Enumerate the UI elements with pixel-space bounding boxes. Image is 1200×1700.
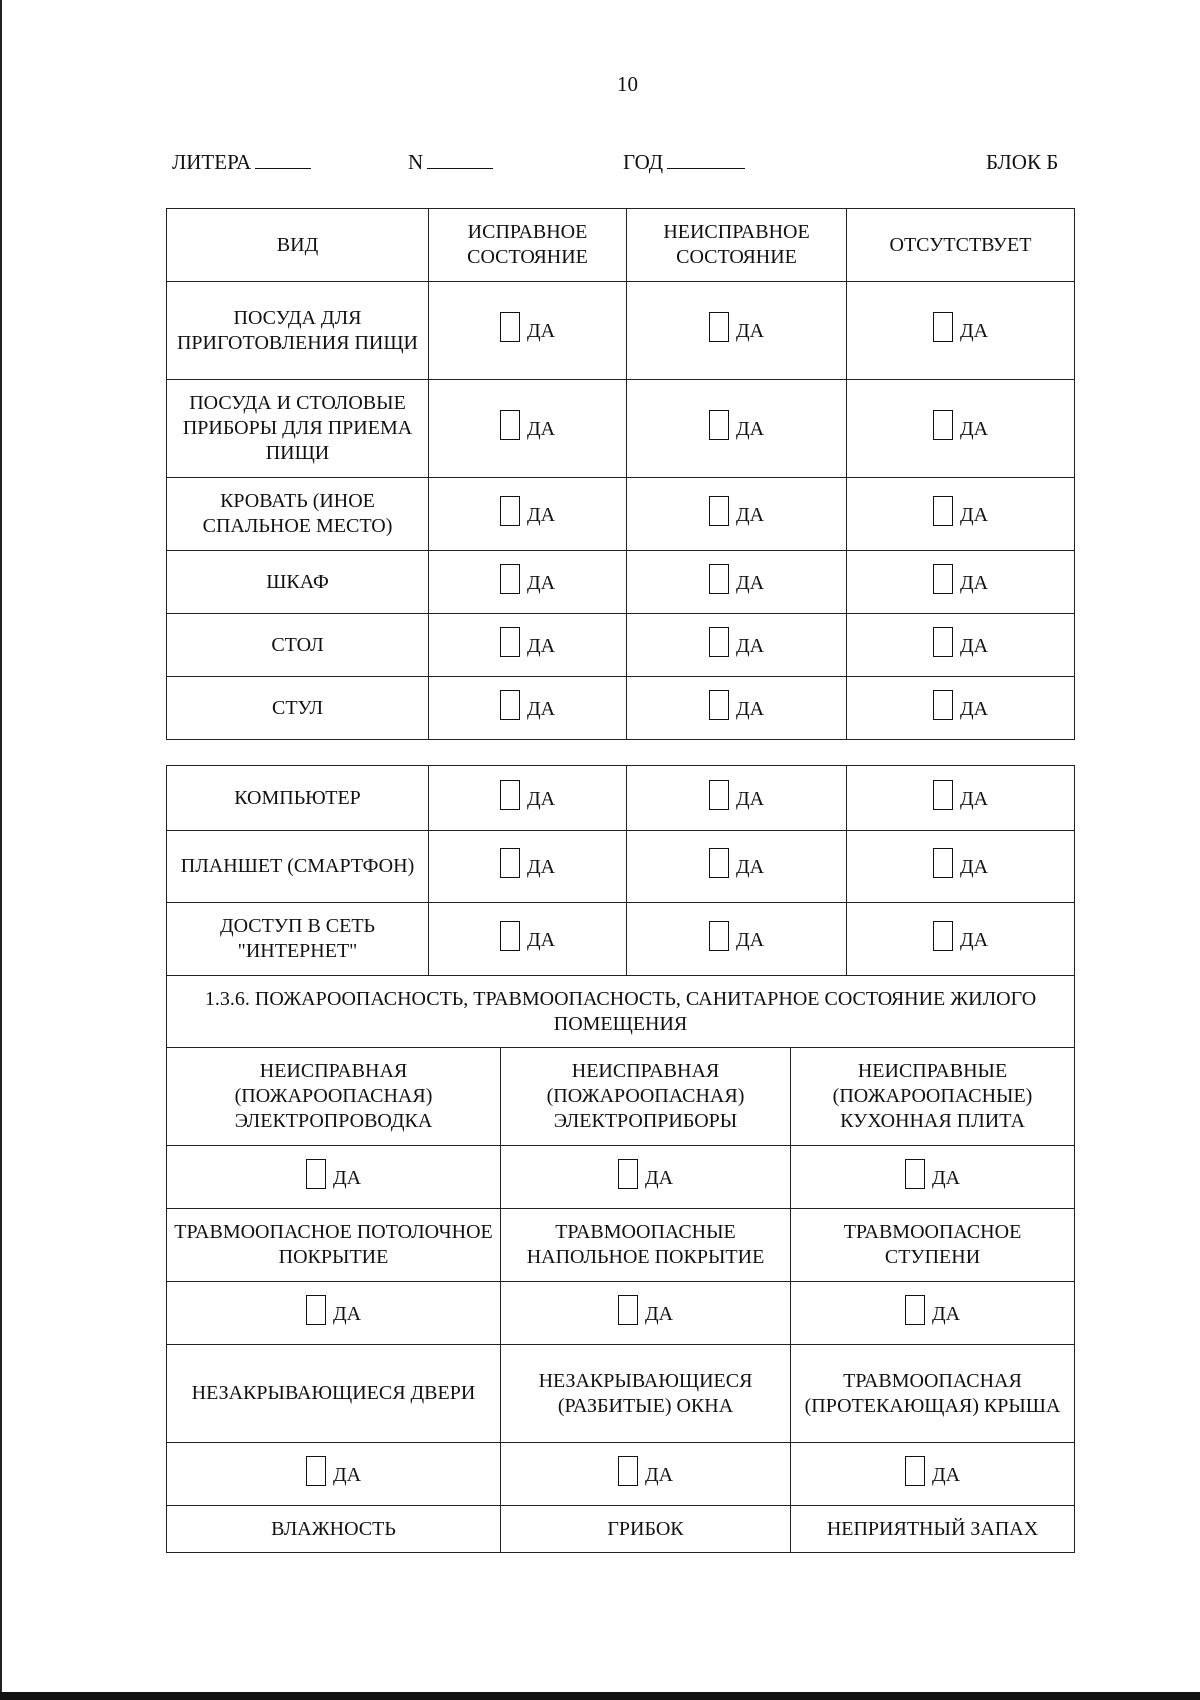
- checkbox-label: ДА: [526, 787, 556, 810]
- checkbox-label: ДА: [959, 571, 989, 594]
- yes-checkbox[interactable]: [709, 848, 764, 878]
- table-row: [167, 380, 1075, 478]
- column-header-working: ИСПРАВНОЕ СОСТОЯНИЕ: [429, 209, 627, 282]
- checkbox-label: ДА: [735, 697, 765, 720]
- number-field[interactable]: [408, 150, 493, 175]
- checkbox-box[interactable]: [709, 564, 729, 594]
- yes-checkbox[interactable]: [933, 564, 988, 594]
- checkbox-box[interactable]: [500, 312, 520, 342]
- checkbox-box[interactable]: [709, 921, 729, 951]
- checkbox-label: ДА: [644, 1166, 674, 1189]
- hazard-checkbox-row: [167, 1282, 1075, 1345]
- hazard-label: НЕЗАКРЫВАЮЩИЕСЯ (РАЗБИТЫЕ) ОКНА: [501, 1345, 791, 1443]
- hazard-checkbox-row: [167, 1443, 1075, 1506]
- table-row: [167, 551, 1075, 614]
- yes-checkbox[interactable]: [306, 1456, 361, 1486]
- checkbox-label: ДА: [735, 634, 765, 657]
- checkbox-box[interactable]: [933, 312, 953, 342]
- yes-checkbox[interactable]: [618, 1159, 673, 1189]
- column-header-absent: ОТСУТСТВУЕТ: [847, 209, 1075, 282]
- yes-checkbox[interactable]: [905, 1295, 960, 1325]
- yes-checkbox[interactable]: [709, 690, 764, 720]
- checkbox-box[interactable]: [500, 496, 520, 526]
- checkbox-box[interactable]: [306, 1295, 326, 1325]
- hazard-label: ТРАВМООПАСНОЕ ПОТОЛОЧНОЕ ПОКРЫТИЕ: [167, 1209, 501, 1282]
- checkbox-box[interactable]: [500, 410, 520, 440]
- yes-checkbox[interactable]: [709, 627, 764, 657]
- checkbox-label: ДА: [931, 1302, 961, 1325]
- checkbox-label: ДА: [959, 928, 989, 951]
- checkbox-label: ДА: [735, 928, 765, 951]
- hazard-label: ГРИБОК: [501, 1506, 791, 1553]
- checkbox-label: ДА: [735, 320, 765, 342]
- row-label: КРОВАТЬ (ИНОЕ СПАЛЬНОЕ МЕСТО): [167, 478, 429, 551]
- checkbox-box[interactable]: [905, 1295, 925, 1325]
- yes-checkbox[interactable]: [709, 921, 764, 951]
- checkbox-box[interactable]: [500, 780, 520, 810]
- litera-blank[interactable]: [255, 150, 311, 169]
- checkbox-label: ДА: [526, 634, 556, 657]
- yes-checkbox[interactable]: [709, 312, 764, 342]
- checkbox-box[interactable]: [709, 312, 729, 342]
- furniture-table: [166, 208, 1075, 740]
- checkbox-label: ДА: [959, 320, 989, 342]
- checkbox-label: ДА: [526, 697, 556, 720]
- yes-checkbox[interactable]: [905, 1159, 960, 1189]
- table-row: [167, 282, 1075, 380]
- hazard-label: НЕИСПРАВНЫЕ (ПОЖАРООПАСНЫЕ) КУХОННАЯ ПЛИТА: [791, 1048, 1075, 1146]
- checkbox-label: ДА: [959, 634, 989, 657]
- row-label: СТОЛ: [167, 614, 429, 677]
- checkbox-label: ДА: [526, 320, 556, 342]
- hazard-label: НЕЗАКРЫВАЮЩИЕСЯ ДВЕРИ: [167, 1345, 501, 1443]
- checkbox-label: ДА: [332, 1463, 362, 1486]
- checkbox-label: ДА: [959, 787, 989, 810]
- devices-table: [166, 765, 1075, 976]
- number-label: N: [408, 150, 424, 174]
- table-row: [167, 831, 1075, 903]
- yes-checkbox[interactable]: [500, 690, 555, 720]
- checkbox-box[interactable]: [933, 921, 953, 951]
- row-label: ПЛАНШЕТ (СМАРТФОН): [167, 831, 429, 903]
- checkbox-label: ДА: [959, 418, 989, 440]
- checkbox-label: ДА: [526, 418, 556, 440]
- checkbox-box[interactable]: [933, 496, 953, 526]
- yes-checkbox[interactable]: [618, 1456, 673, 1486]
- table-header-row: [167, 209, 1075, 282]
- checkbox-box[interactable]: [905, 1456, 925, 1486]
- page-left-edge: [0, 0, 2, 1700]
- checkbox-label: ДА: [332, 1302, 362, 1325]
- checkbox-label: ДА: [931, 1463, 961, 1486]
- yes-checkbox[interactable]: [500, 627, 555, 657]
- yes-checkbox[interactable]: [500, 848, 555, 878]
- checkbox-label: ДА: [735, 856, 765, 878]
- checkbox-box[interactable]: [933, 690, 953, 720]
- checkbox-label: ДА: [735, 418, 765, 440]
- checkbox-box[interactable]: [933, 780, 953, 810]
- checkbox-label: ДА: [526, 928, 556, 951]
- checkbox-box[interactable]: [500, 690, 520, 720]
- checkbox-box[interactable]: [709, 627, 729, 657]
- row-label: ПОСУДА И СТОЛОВЫЕ ПРИБОРЫ ДЛЯ ПРИЕМА ПИЩИ: [167, 380, 429, 478]
- row-label: КОМПЬЮТЕР: [167, 766, 429, 831]
- hazard-label: ВЛАЖНОСТЬ: [167, 1506, 501, 1553]
- hazard-label: НЕИСПРАВНАЯ (ПОЖАРООПАСНАЯ) ЭЛЕКТРОПРОВОДКА: [167, 1048, 501, 1146]
- yes-checkbox[interactable]: [500, 410, 555, 440]
- litera-label: ЛИТЕРА: [172, 150, 252, 174]
- column-header-type: ВИД: [167, 209, 429, 282]
- yes-checkbox[interactable]: [306, 1159, 361, 1189]
- year-blank[interactable]: [667, 150, 745, 169]
- checkbox-box[interactable]: [709, 690, 729, 720]
- checkbox-label: ДА: [735, 787, 765, 810]
- hazard-label: ТРАВМООПАСНОЕ СТУПЕНИ: [791, 1209, 1075, 1282]
- checkbox-box[interactable]: [306, 1159, 326, 1189]
- checkbox-box[interactable]: [500, 627, 520, 657]
- yes-checkbox[interactable]: [933, 410, 988, 440]
- yes-checkbox[interactable]: [709, 496, 764, 526]
- checkbox-box[interactable]: [306, 1456, 326, 1486]
- checkbox-label: ДА: [526, 856, 556, 878]
- checkbox-label: ДА: [959, 503, 989, 526]
- column-header-faulty: НЕИСПРАВНОЕ СОСТОЯНИЕ: [627, 209, 847, 282]
- yes-checkbox[interactable]: [709, 410, 764, 440]
- checkbox-label: ДА: [526, 571, 556, 594]
- yes-checkbox[interactable]: [306, 1295, 361, 1325]
- litera-field[interactable]: [172, 150, 311, 175]
- yes-checkbox[interactable]: [618, 1295, 673, 1325]
- yes-checkbox[interactable]: [500, 312, 555, 342]
- checkbox-box[interactable]: [709, 780, 729, 810]
- hazard-label: ТРАВМООПАСНАЯ (ПРОТЕКАЮЩАЯ) КРЫША: [791, 1345, 1075, 1443]
- row-label: ДОСТУП В СЕТЬ "ИНТЕРНЕТ": [167, 903, 429, 976]
- table-row: [167, 478, 1075, 551]
- yes-checkbox[interactable]: [933, 848, 988, 878]
- checkbox-label: ДА: [931, 1166, 961, 1189]
- checkbox-box[interactable]: [618, 1159, 638, 1189]
- hazard-labels-row: [167, 1506, 1075, 1553]
- yes-checkbox[interactable]: [933, 496, 988, 526]
- yes-checkbox[interactable]: [500, 921, 555, 951]
- checkbox-label: ДА: [332, 1166, 362, 1189]
- checkbox-label: ДА: [644, 1302, 674, 1325]
- yes-checkbox[interactable]: [933, 312, 988, 342]
- checkbox-box[interactable]: [618, 1295, 638, 1325]
- page-number: 10: [617, 72, 638, 96]
- yes-checkbox[interactable]: [709, 780, 764, 810]
- checkbox-box[interactable]: [933, 848, 953, 878]
- table-row: [167, 614, 1075, 677]
- yes-checkbox[interactable]: [933, 690, 988, 720]
- hazard-labels-row: [167, 1048, 1075, 1146]
- checkbox-box[interactable]: [905, 1159, 925, 1189]
- checkbox-box[interactable]: [933, 627, 953, 657]
- hazard-checkbox-row: [167, 1146, 1075, 1209]
- checkbox-label: ДА: [526, 503, 556, 526]
- yes-checkbox[interactable]: [500, 496, 555, 526]
- checkbox-label: ДА: [959, 697, 989, 720]
- checkbox-box[interactable]: [618, 1456, 638, 1486]
- checkbox-box[interactable]: [500, 921, 520, 951]
- section-title-row: [167, 976, 1075, 1048]
- checkbox-label: ДА: [735, 503, 765, 526]
- checkbox-box[interactable]: [500, 564, 520, 594]
- hazard-label: НЕИСПРАВНАЯ (ПОЖАРООПАСНАЯ) ЭЛЕКТРОПРИБОРЫ: [501, 1048, 791, 1146]
- section-title: 1.3.6. ПОЖАРООПАСНОСТЬ, ТРАВМООПАСНОСТЬ, САНИТАРНОЕ СОСТОЯНИЕ ЖИЛОГО ПОМЕЩЕНИЯ: [167, 976, 1075, 1048]
- page-bottom-edge: [0, 1692, 1200, 1700]
- yes-checkbox[interactable]: [500, 780, 555, 810]
- year-field[interactable]: [623, 150, 745, 175]
- hazard-label: НЕПРИЯТНЫЙ ЗАПАХ: [791, 1506, 1075, 1553]
- block-label: БЛОК Б: [986, 150, 1059, 174]
- yes-checkbox[interactable]: [500, 564, 555, 594]
- number-blank[interactable]: [427, 150, 493, 169]
- row-label: ШКАФ: [167, 551, 429, 614]
- checkbox-box[interactable]: [500, 848, 520, 878]
- yes-checkbox[interactable]: [709, 564, 764, 594]
- hazard-labels-row: [167, 1209, 1075, 1282]
- checkbox-box[interactable]: [709, 848, 729, 878]
- yes-checkbox[interactable]: [933, 627, 988, 657]
- checkbox-label: ДА: [644, 1463, 674, 1486]
- year-label: ГОД: [623, 150, 664, 174]
- table-row: [167, 766, 1075, 831]
- hazard-labels-row: [167, 1345, 1075, 1443]
- checkbox-box[interactable]: [709, 496, 729, 526]
- table-row: [167, 677, 1075, 740]
- yes-checkbox[interactable]: [905, 1456, 960, 1486]
- yes-checkbox[interactable]: [933, 780, 988, 810]
- table-row: [167, 903, 1075, 976]
- row-label: СТУЛ: [167, 677, 429, 740]
- checkbox-label: ДА: [735, 571, 765, 594]
- hazards-table: [166, 975, 1075, 1553]
- checkbox-label: ДА: [959, 856, 989, 878]
- checkbox-box[interactable]: [933, 410, 953, 440]
- checkbox-box[interactable]: [709, 410, 729, 440]
- checkbox-box[interactable]: [933, 564, 953, 594]
- row-label: ПОСУДА ДЛЯ ПРИГОТОВЛЕНИЯ ПИЩИ: [167, 282, 429, 380]
- yes-checkbox[interactable]: [933, 921, 988, 951]
- hazard-label: ТРАВМООПАСНЫЕ НАПОЛЬНОЕ ПОКРЫТИЕ: [501, 1209, 791, 1282]
